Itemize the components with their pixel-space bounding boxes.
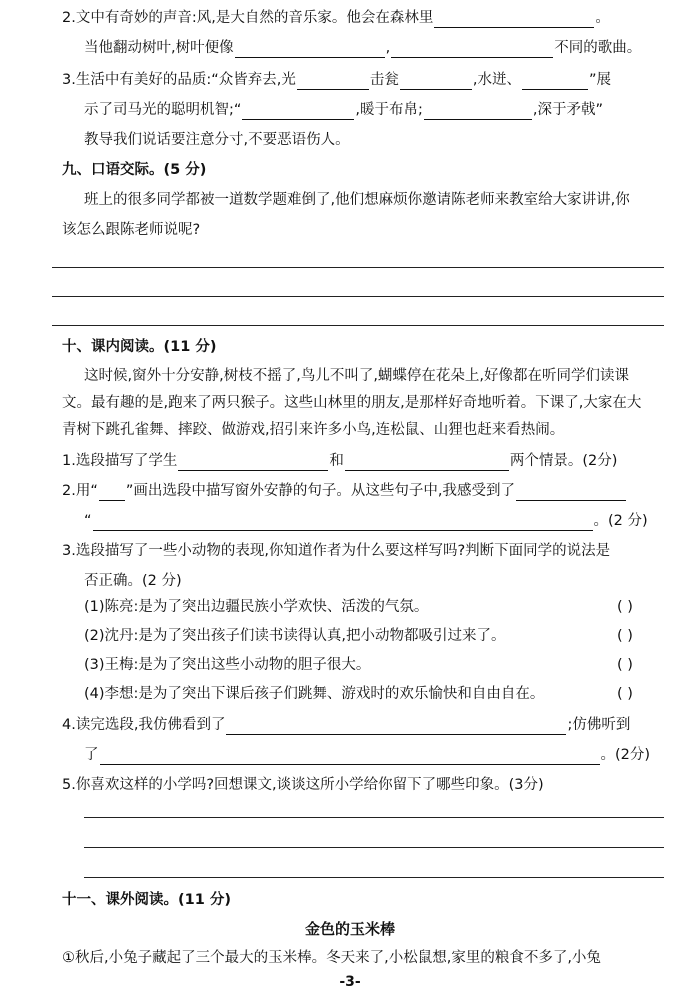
section-10-heading: 十、课内阅读。(11 分) bbox=[62, 339, 217, 355]
text: 和 bbox=[329, 453, 344, 469]
judgement-item bbox=[84, 626, 506, 646]
q8-2-line2 bbox=[84, 38, 641, 58]
q10-4-line1 bbox=[62, 715, 630, 735]
answer-blank[interactable] bbox=[434, 11, 594, 28]
text: ”画出选段中描写窗外安静的句子。从这些句子中,我感受到了 bbox=[125, 483, 515, 499]
answer-line[interactable] bbox=[84, 877, 664, 878]
text: 当他翻动树叶,树叶便像 bbox=[84, 40, 234, 56]
judgement-answer-box[interactable]: ( ) bbox=[617, 657, 633, 673]
text: 。 bbox=[595, 10, 610, 26]
text: 。(2分) bbox=[600, 747, 651, 763]
text: ,深于矛戟” bbox=[532, 102, 604, 118]
answer-line[interactable] bbox=[52, 267, 664, 268]
judgement-text: (1)陈亮:是为了突出边疆民族小学欢快、活泼的气氛。 bbox=[84, 599, 429, 615]
section-9-prompt-line1: 班上的很多同学都被一道数学题难倒了,他们想麻烦你邀请陈老师来教室给大家讲讲,你 bbox=[84, 192, 630, 208]
q10-1-line bbox=[62, 451, 617, 471]
passage-line3: 青树下跳孔雀舞、摔跤、做游戏,招引来许多小鸟,连松鼠、山狸也赶来看热闹。 bbox=[62, 422, 565, 438]
q10-4-line2 bbox=[84, 745, 650, 765]
text: ”展 bbox=[588, 72, 611, 88]
answer-blank[interactable] bbox=[297, 73, 369, 90]
judgement-answer-box[interactable]: ( ) bbox=[617, 628, 633, 644]
text: 了 bbox=[84, 747, 99, 763]
q8-2-line1 bbox=[62, 8, 610, 28]
page-number: -3- bbox=[339, 974, 361, 990]
answer-blank[interactable] bbox=[400, 73, 472, 90]
q8-3-line1 bbox=[62, 70, 611, 90]
text: “ bbox=[84, 513, 92, 529]
judgement-item bbox=[84, 684, 544, 704]
answer-blank[interactable] bbox=[391, 41, 553, 58]
q10-2-line2 bbox=[84, 511, 648, 531]
underline-mark bbox=[99, 484, 125, 501]
text: 两个情景。(2分) bbox=[509, 453, 618, 469]
answer-blank[interactable] bbox=[345, 454, 509, 471]
section-9-prompt-line2: 该怎么跟陈老师说呢? bbox=[62, 222, 201, 238]
story-line1: ①秋后,小兔子藏起了三个最大的玉米棒。冬天来了,小松鼠想,家里的粮食不多了,小兔 bbox=[62, 950, 601, 966]
answer-blank[interactable] bbox=[522, 73, 588, 90]
q10-3-line1: 3.选段描写了一些小动物的表现,你知道作者为什么要这样写吗?判断下面同学的说法是 bbox=[62, 543, 611, 559]
text: 示了司马光的聪明机智;“ bbox=[84, 102, 242, 118]
judgement-item bbox=[84, 597, 428, 617]
answer-blank[interactable] bbox=[516, 484, 626, 501]
judgement-answer-box[interactable]: ( ) bbox=[617, 599, 633, 615]
passage-line1: 这时候,窗外十分安静,树枝不摇了,鸟儿不叫了,蝴蝶停在花朵上,好像都在听同学们读课 bbox=[84, 368, 630, 384]
answer-line[interactable] bbox=[52, 296, 664, 297]
text: 击瓮 bbox=[369, 72, 399, 88]
answer-line[interactable] bbox=[84, 817, 664, 818]
answer-blank[interactable] bbox=[100, 748, 600, 765]
judgement-item bbox=[84, 655, 370, 675]
answer-blank[interactable] bbox=[178, 454, 328, 471]
answer-blank[interactable] bbox=[242, 103, 354, 120]
text: 1.选段描写了学生 bbox=[62, 453, 178, 469]
section-9-heading: 九、口语交际。(5 分) bbox=[62, 162, 207, 178]
text: 2.文中有奇妙的声音:风,是大自然的音乐家。他会在森林里 bbox=[62, 10, 434, 26]
answer-blank[interactable] bbox=[424, 103, 532, 120]
section-11-heading: 十一、课外阅读。(11 分) bbox=[62, 892, 231, 908]
text: 。(2 分) bbox=[593, 513, 648, 529]
answer-line[interactable] bbox=[52, 325, 664, 326]
text: 3.生活中有美好的品质:“众皆弃去,光 bbox=[62, 72, 296, 88]
text: 不同的歌曲。 bbox=[554, 40, 642, 56]
judgement-text: (2)沈丹:是为了突出孩子们读书读得认真,把小动物都吸引过来了。 bbox=[84, 628, 506, 644]
answer-line[interactable] bbox=[84, 847, 664, 848]
text: ,水迸、 bbox=[472, 72, 521, 88]
q10-2-line1 bbox=[62, 481, 627, 501]
text: 4.读完选段,我仿佛看到了 bbox=[62, 717, 226, 733]
text: , bbox=[385, 40, 391, 56]
answer-blank[interactable] bbox=[93, 514, 593, 531]
text: ,暖于布帛; bbox=[355, 102, 423, 118]
judgement-answer-box[interactable]: ( ) bbox=[617, 686, 633, 702]
judgement-text: (3)王梅:是为了突出这些小动物的胆子很大。 bbox=[84, 657, 371, 673]
answer-blank[interactable] bbox=[226, 718, 566, 735]
text: 2.用“ bbox=[62, 483, 98, 499]
passage-line2: 文。最有趣的是,跑来了两只猴子。这些山林里的朋友,是那样好奇地听着。下课了,大家在大 bbox=[62, 395, 642, 411]
judgement-text: (4)李想:是为了突出下课后孩子们跳舞、游戏时的欢乐愉快和自由自在。 bbox=[84, 686, 545, 702]
text: ;仿佛听到 bbox=[567, 717, 631, 733]
answer-blank[interactable] bbox=[235, 41, 385, 58]
q8-3-line3: 教导我们说话要注意分寸,不要恶语伤人。 bbox=[84, 132, 350, 148]
q8-3-line2 bbox=[84, 100, 603, 120]
q10-3-line2: 否正确。(2 分) bbox=[84, 573, 182, 589]
story-title: 金色的玉米棒 bbox=[304, 920, 395, 938]
q10-5-line: 5.你喜欢这样的小学吗?回想课文,谈谈这所小学给你留下了哪些印象。(3分) bbox=[62, 777, 544, 793]
